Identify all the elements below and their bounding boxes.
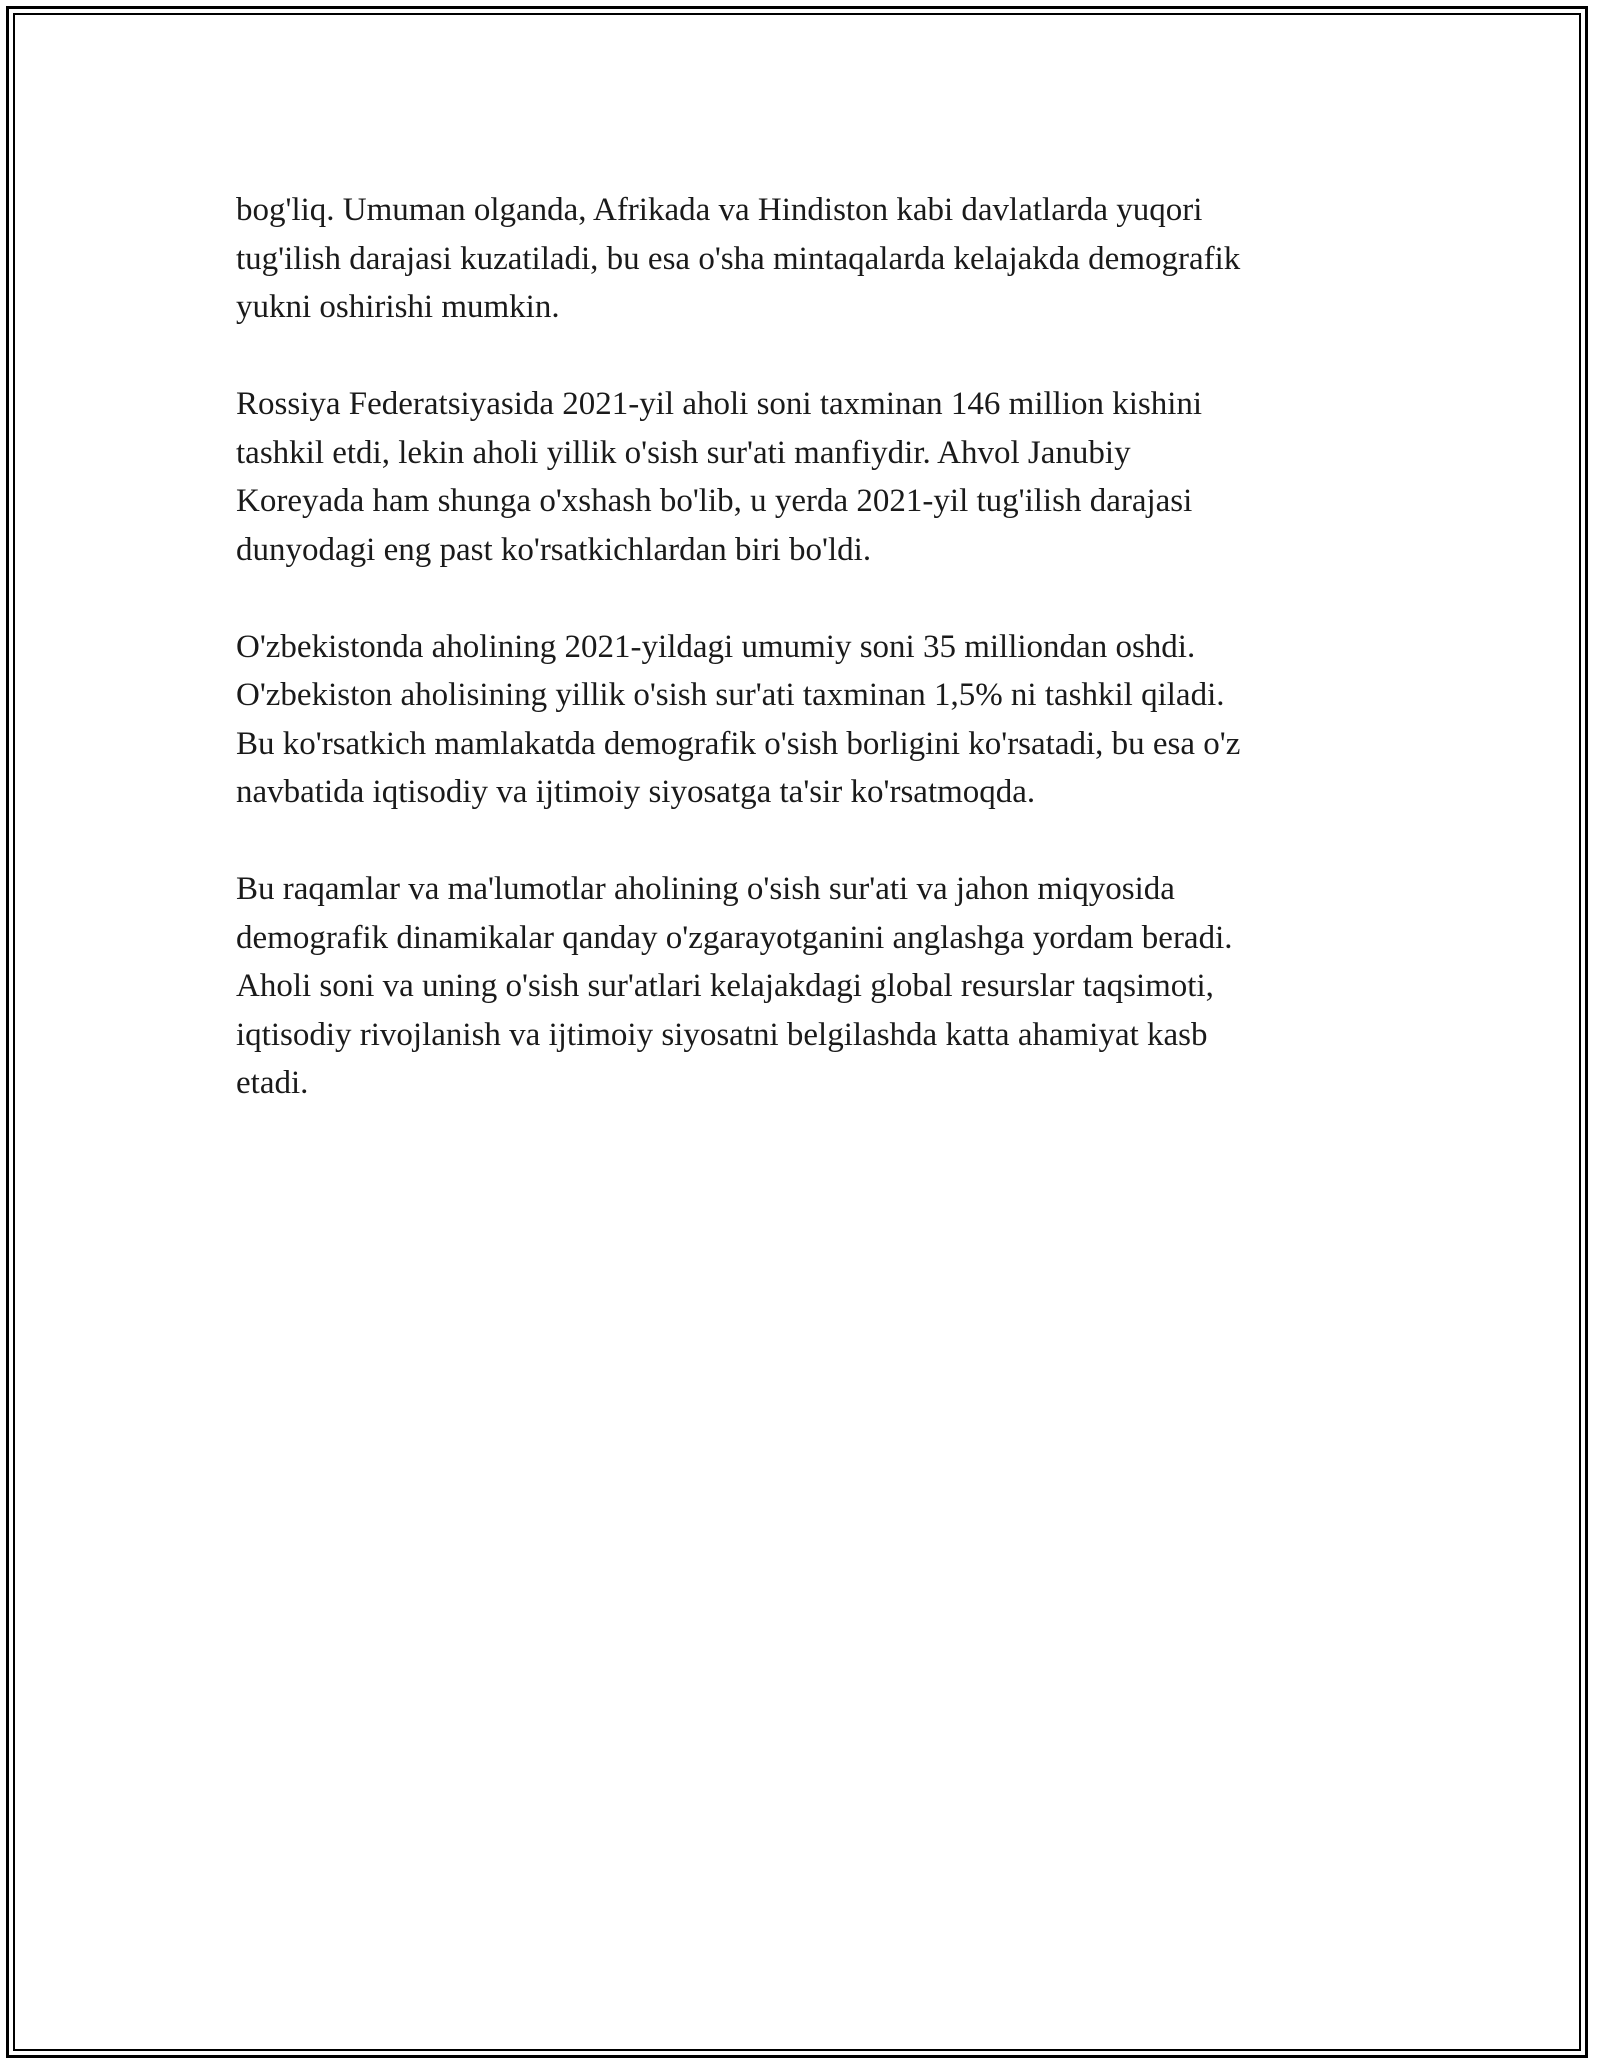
paragraph-russia-korea: Rossiya Federatsiyasida 2021-yil aholi soni taxminan 146 million kishini tashkil etdi, lekin aholi yillik o'sish sur'ati manfiydir. Ahvol Janubiy Koreyada ham shunga o'xshash bo'lib, u yerda 2021-yil tug'ilish darajasi dunyodagi eng past ko'rsatkichlardan biri bo'ldi. bbox=[236, 386, 1203, 568]
paragraph-conclusion: Bu raqamlar va ma'lumotlar aholining o'sish sur'ati va jahon miqyosida demografik dinamikalar qanday o'zgarayotganini anglashga yordam beradi. Aholi soni va uning o'sish sur'atlari kelajakdagi global resurslar taqsimoti, iqtisodiy rivojlanish va ijtimoiy siyosatni belgilashda katta ahamiyat kasb etadi. bbox=[236, 871, 1233, 1101]
document-body bbox=[236, 186, 1366, 1156]
paragraph-uzbekistan: O'zbekistonda aholining 2021-yildagi umumiy soni 35 milliondan oshdi. O'zbekiston aholisining yillik o'sish sur'ati taxminan 1,5% ni tashkil qiladi. Bu ko'rsatkich mamlakatda demografik o'sish borligini ko'rsatadi, bu esa o'z navbatida iqtisodiy va ijtimoiy siyosatga ta'sir ko'rsatmoqda. bbox=[236, 628, 1241, 810]
paragraph-continuation: bog'liq. Umuman olganda, Afrikada va Hindiston kabi davlatlarda yuqori tug'ilish darajasi kuzatiladi, bu esa o'sha mintaqalarda kelajakda demografik yukni oshirishi mumkin. bbox=[236, 192, 1241, 325]
